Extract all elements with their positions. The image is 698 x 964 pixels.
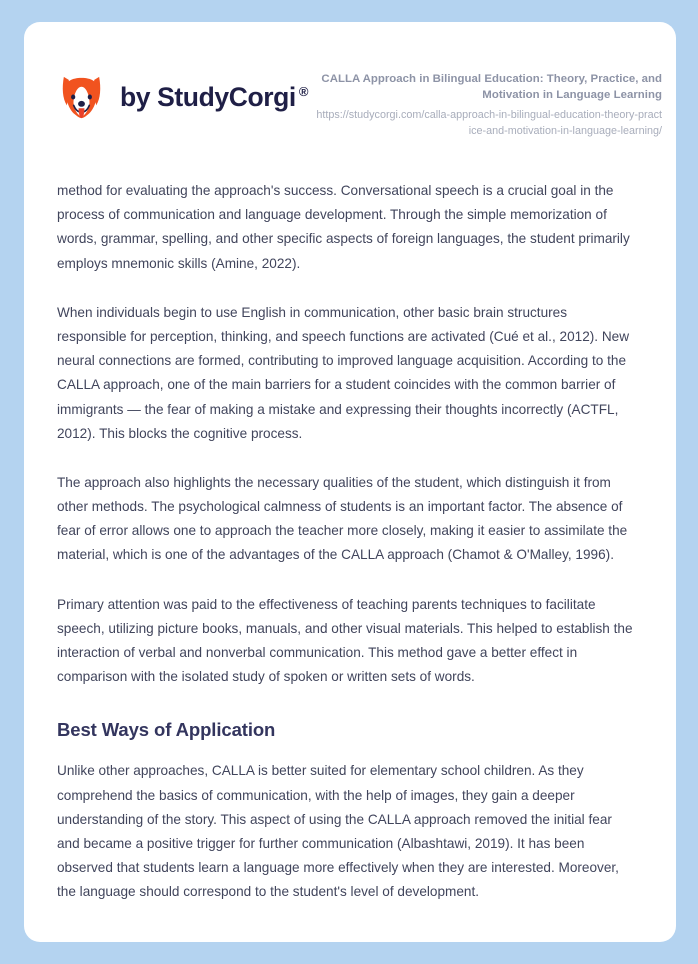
brand-name: [120, 82, 308, 113]
section-heading: Best Ways of Application: [57, 719, 276, 741]
brand-name-text: by StudyCorgi: [120, 82, 296, 112]
document-page: [24, 22, 676, 942]
document-header: [24, 22, 676, 139]
registered-trademark-icon: ®: [298, 84, 309, 100]
brand-logo-block: [57, 67, 308, 122]
body-paragraph: method for evaluating the approach's success. Conversational speech is a crucial goal in the process of communication and language development. Through the simple memorization of words, grammar, spelling, and other specific aspects of foreign languages, the student primarily employs mnemonic skills (Amine, 2022).: [57, 183, 630, 271]
body-paragraph: The approach also highlights the necessary qualities of the student, which distinguish it from other methods. The psychological calmness of students is an important factor. The absence of fear of error allows one to approach the teacher more closely, making it easier to assimilate the material, which is one of the advantages of the CALLA approach (Chamot & O'Malley, 1996).: [57, 474, 628, 563]
body-paragraph: When individuals begin to use English in communication, other basic brain structures responsible for perception, thinking, and speech functions are activated (Cué et al., 2012). New neural connections are formed, contributing to improved language acquisition. According to the CALLA approach, one of the main barriers for a student coincides with the common barrier of immigrants — the fear of making a mistake and expressing their thoughts incorrectly (ACTFL, 2012). This blocks the cognitive process.: [57, 304, 630, 441]
document-meta: [315, 67, 662, 139]
document-title: CALLA Approach in Bilingual Education: Theory, Practice, and Motivation in Language Learning: [321, 73, 662, 102]
document-source-url: https://studycorgi.com/calla-approach-in-bilingual-education-theory-practice-and-motivation-in-language-learning/: [316, 109, 662, 137]
document-body: [24, 179, 676, 905]
body-paragraph: Unlike other approaches, CALLA is better suited for elementary school children. As they comprehend the basics of communication, with the help of images, they gain a deeper understanding of the story. This aspect of using the CALLA approach removed the initial fear and became a positive trigger for further communication (Albashtawi, 2019). It has been observed that students learn a language more effectively when they are interested. Moreover, the language should correspond to the student's level of development.: [57, 763, 619, 900]
body-paragraph: Primary attention was paid to the effectiveness of teaching parents techniques to facilitate speech, utilizing picture books, manuals, and other visual materials. This helped to establish the interaction of verbal and nonverbal communication. This method gave a better effect in comparison with the isolated study of spoken or written sets of words.: [57, 596, 633, 685]
corgi-face-icon: [57, 73, 106, 122]
